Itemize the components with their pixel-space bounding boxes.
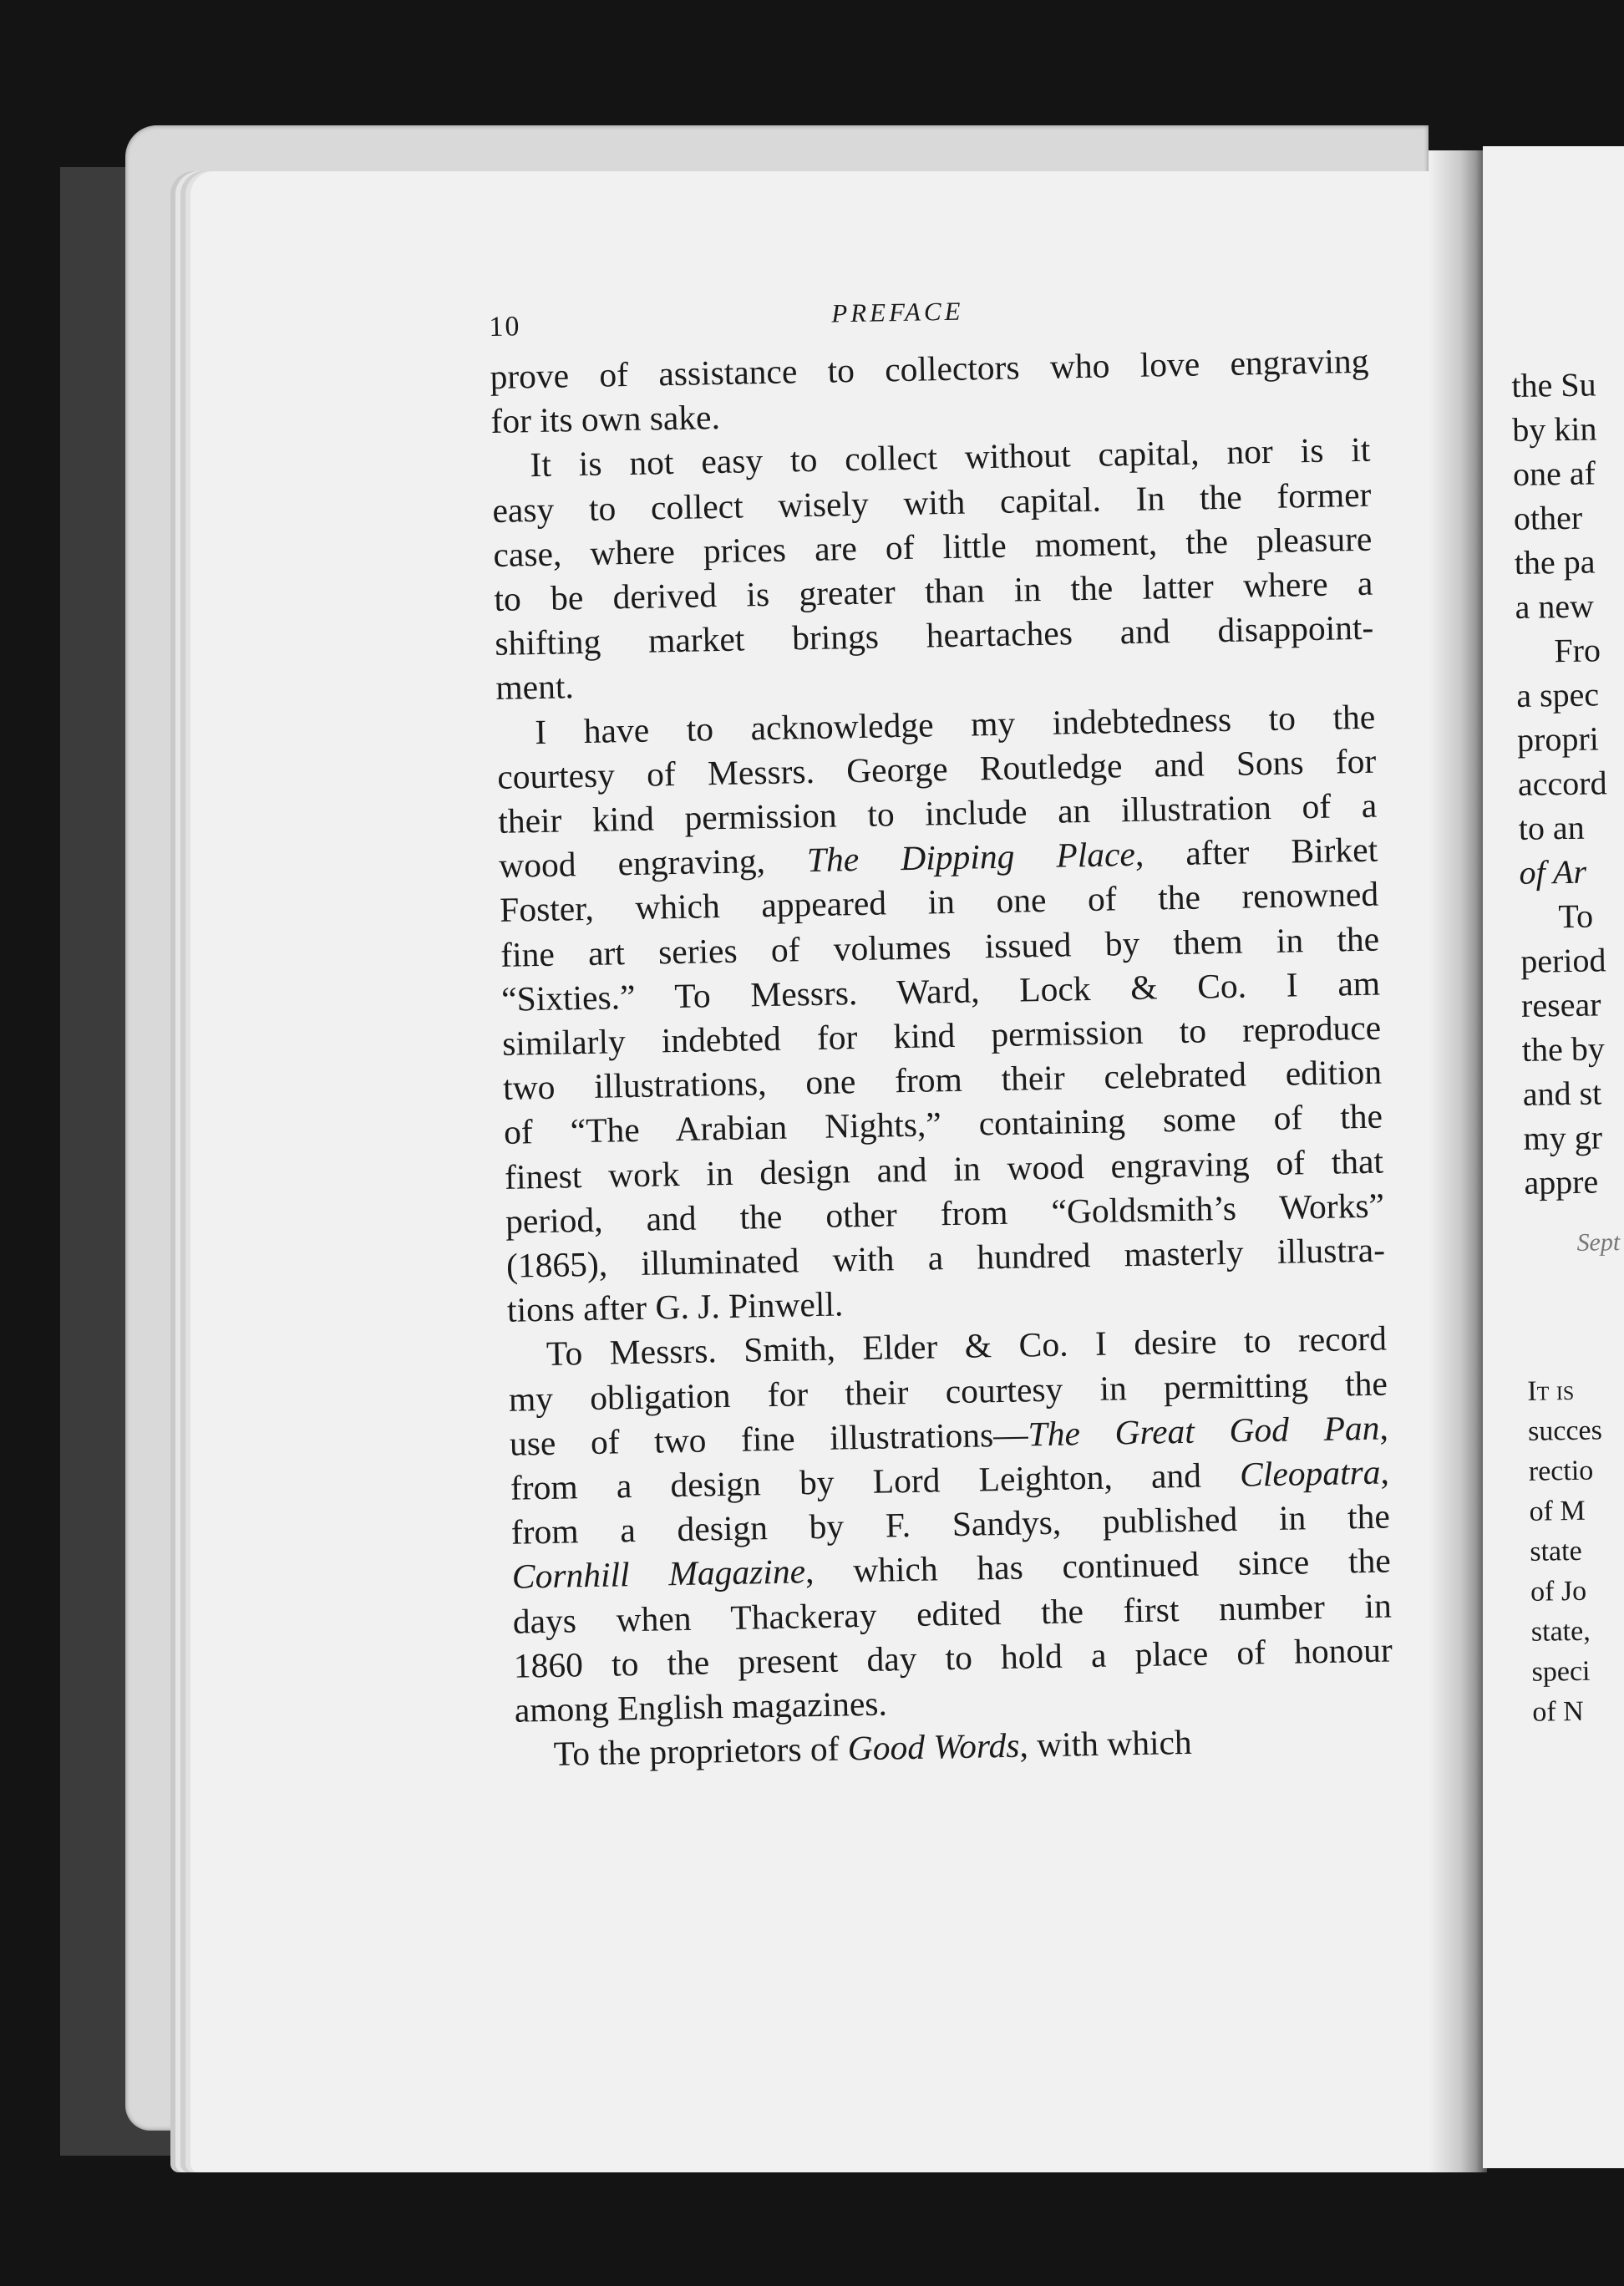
right-line: propri xyxy=(1516,719,1600,759)
text-line: courtesy of Messrs. George Routledge and Sons for xyxy=(496,741,1377,796)
text-line: of “The Arabian Nights,” containing some of the xyxy=(503,1097,1383,1152)
right-line: a new xyxy=(1515,587,1595,626)
right-section-line: of Jo xyxy=(1530,1575,1587,1608)
right-line: accord xyxy=(1517,764,1607,803)
text-line: 1860 to the present day to hold a place of honour xyxy=(513,1630,1393,1685)
right-line: To xyxy=(1558,897,1594,936)
right-section-line: state, xyxy=(1530,1615,1591,1648)
right-line: resear xyxy=(1520,985,1601,1024)
text-line: use of two fine illustrations—The Great God Pan, xyxy=(509,1408,1389,1463)
right-section-line: of M xyxy=(1529,1495,1586,1527)
text-line: similarly indebted for kind permission to reproduce xyxy=(501,1008,1382,1063)
text-line: wood engraving, The Dipping Place, after Birket xyxy=(498,830,1378,886)
right-line: of Ar xyxy=(1519,852,1587,892)
right-line: by kin xyxy=(1511,409,1597,449)
text-line: shifting market brings heartaches and disappoint- xyxy=(495,607,1374,663)
right-line: the pa xyxy=(1514,542,1596,582)
text-line: their kind permission to include an illustration of a xyxy=(497,785,1378,841)
page-number: 10 xyxy=(489,311,521,343)
text-line: two illustrations, one from their celebrated edition xyxy=(502,1052,1383,1108)
right-line: my gr xyxy=(1523,1118,1603,1157)
text-line: Cornhill Magazine, which has continued since the xyxy=(511,1541,1392,1597)
text-line: fine art series of volumes issued by them in the xyxy=(500,919,1380,974)
right-page-text xyxy=(1511,359,1624,1733)
text-line: tions after G. J. Pinwell. xyxy=(506,1284,844,1330)
text-line: for its own sake. xyxy=(490,398,721,441)
text-line: ment. xyxy=(495,667,575,708)
text-line: case, where prices are of little moment, the pleasure xyxy=(493,519,1373,574)
right-line: period xyxy=(1520,941,1606,980)
running-title: PREFACE xyxy=(830,296,964,328)
text-line: To the proprietors of Good Words, with which xyxy=(553,1723,1193,1774)
right-section-line: succes xyxy=(1527,1415,1603,1447)
text-line: among English magazines. xyxy=(514,1684,888,1730)
text-line: easy to collect wisely with capital. In the former xyxy=(492,475,1372,530)
right-section-line: of N xyxy=(1532,1695,1585,1728)
text-line: period, and the other from “Goldsmith’s Works” xyxy=(505,1186,1385,1241)
text-line: days when Thackeray edited the first number in xyxy=(512,1586,1393,1641)
text-line: from a design by F. Sandys, published in the xyxy=(510,1496,1391,1552)
right-line: appre xyxy=(1524,1162,1599,1201)
text-line: I have to acknowledge my indebtedness to the xyxy=(534,697,1376,751)
right-line: one af xyxy=(1512,454,1596,493)
right-line: and st xyxy=(1522,1074,1602,1113)
text-line: It is not easy to collect without capital, nor is it xyxy=(530,430,1371,485)
right-section-line: rectio xyxy=(1528,1455,1594,1487)
book-gutter xyxy=(1429,150,1487,2172)
right-section-line: speci xyxy=(1531,1655,1591,1688)
text-line: Foster, which appeared in one of the renowned xyxy=(499,875,1379,930)
text-line: To Messrs. Smith, Elder & Co. I desire to record xyxy=(546,1318,1388,1374)
right-section-line: It is xyxy=(1527,1374,1575,1407)
right-line: the by xyxy=(1521,1029,1606,1069)
right-section-line: state xyxy=(1530,1535,1582,1567)
text-line: finest work in design and in wood engraving of that xyxy=(504,1141,1384,1196)
right-line: Fro xyxy=(1554,631,1601,670)
left-page-text xyxy=(489,289,1394,1777)
right-line: other xyxy=(1513,498,1583,537)
text-line: from a design by Lord Leighton, and Cleopatra, xyxy=(510,1452,1390,1507)
text-line: “Sixties.” To Messrs. Ward, Lock & Co. I am xyxy=(500,963,1381,1019)
right-line: the Su xyxy=(1511,365,1596,404)
right-line: a spec xyxy=(1515,675,1600,714)
date-fragment: Sept xyxy=(1576,1228,1621,1257)
right-page xyxy=(1483,146,1624,2168)
right-line: to an xyxy=(1518,808,1585,847)
text-line: prove of assistance to collectors who love engraving xyxy=(490,341,1369,396)
text-line: (1865), illuminated with a hundred masterly illustra- xyxy=(505,1230,1386,1285)
body-text xyxy=(490,339,1394,1777)
text-line: to be derived is greater than in the latter where a xyxy=(494,563,1373,618)
text-line: my obligation for their courtesy in permitting the xyxy=(508,1364,1388,1419)
